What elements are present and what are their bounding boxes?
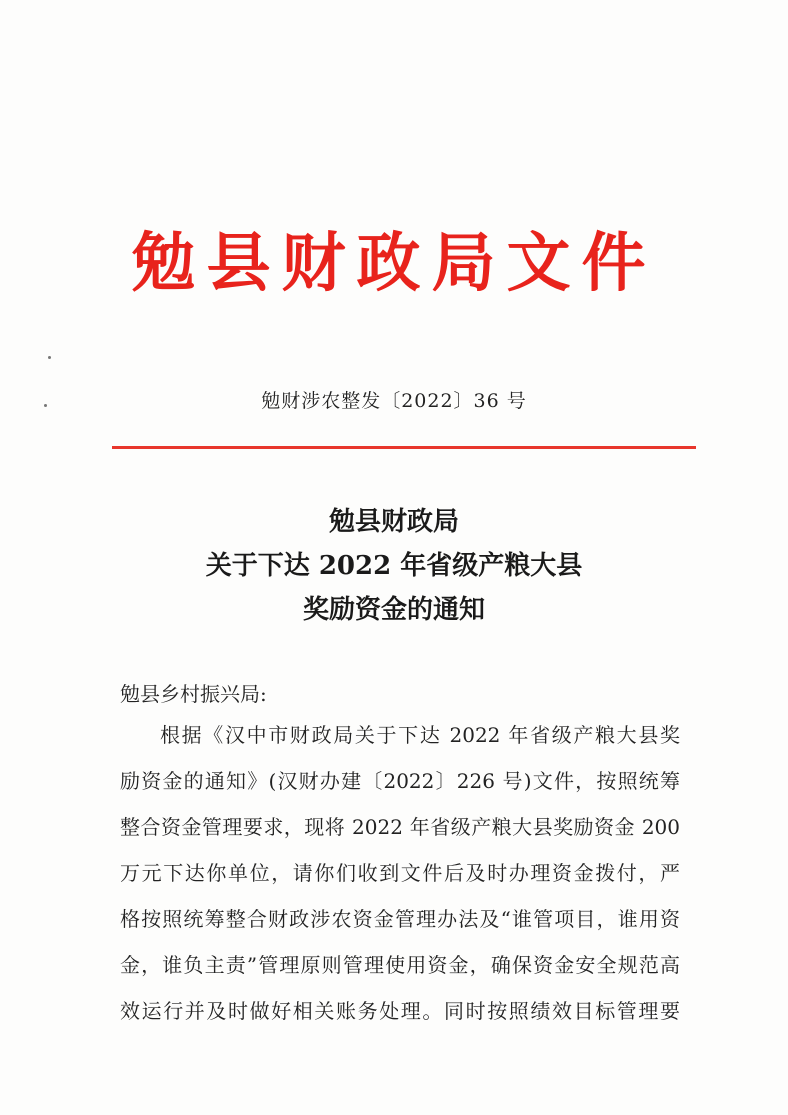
document-number: 勉财涉农整发〔2022〕36 号 (261, 390, 527, 412)
body-line: 金，谁负主责”管理原则管理使用资金，确保资金安全规范高 (120, 953, 680, 977)
red-divider-line (112, 446, 696, 449)
document-header-title: 勉县财政局文件 (131, 226, 657, 301)
notice-title-line: 奖励资金的通知 (302, 595, 485, 625)
body-line: 根据《汉中市财政局关于下达 2022 年省级产粮大县奖 (160, 723, 680, 747)
body-line: 格按照统筹整合财政涉农资金管理办法及“谁管项目，谁用资 (120, 907, 680, 931)
body-line: 万元下达你单位，请你们收到文件后及时办理资金拨付，严 (120, 861, 680, 885)
notice-title (0, 500, 788, 632)
body-line: 整合资金管理要求，现将 2022 年省级产粮大县奖励资金 200 (120, 815, 680, 839)
notice-title-line: 勉县财政局 (328, 507, 459, 537)
recipient: 勉县乡村振兴局: (120, 682, 267, 706)
scan-speck (48, 356, 51, 359)
notice-title-line: 关于下达 2022 年省级产粮大县 (205, 551, 583, 581)
body-paragraph (120, 712, 680, 1034)
body-line: 效运行并及时做好相关账务处理。同时按照绩效目标管理要 (120, 999, 680, 1023)
body-line: 励资金的通知》(汉财办建〔2022〕226 号)文件，按照统筹 (120, 769, 680, 793)
scan-speck (44, 404, 47, 407)
